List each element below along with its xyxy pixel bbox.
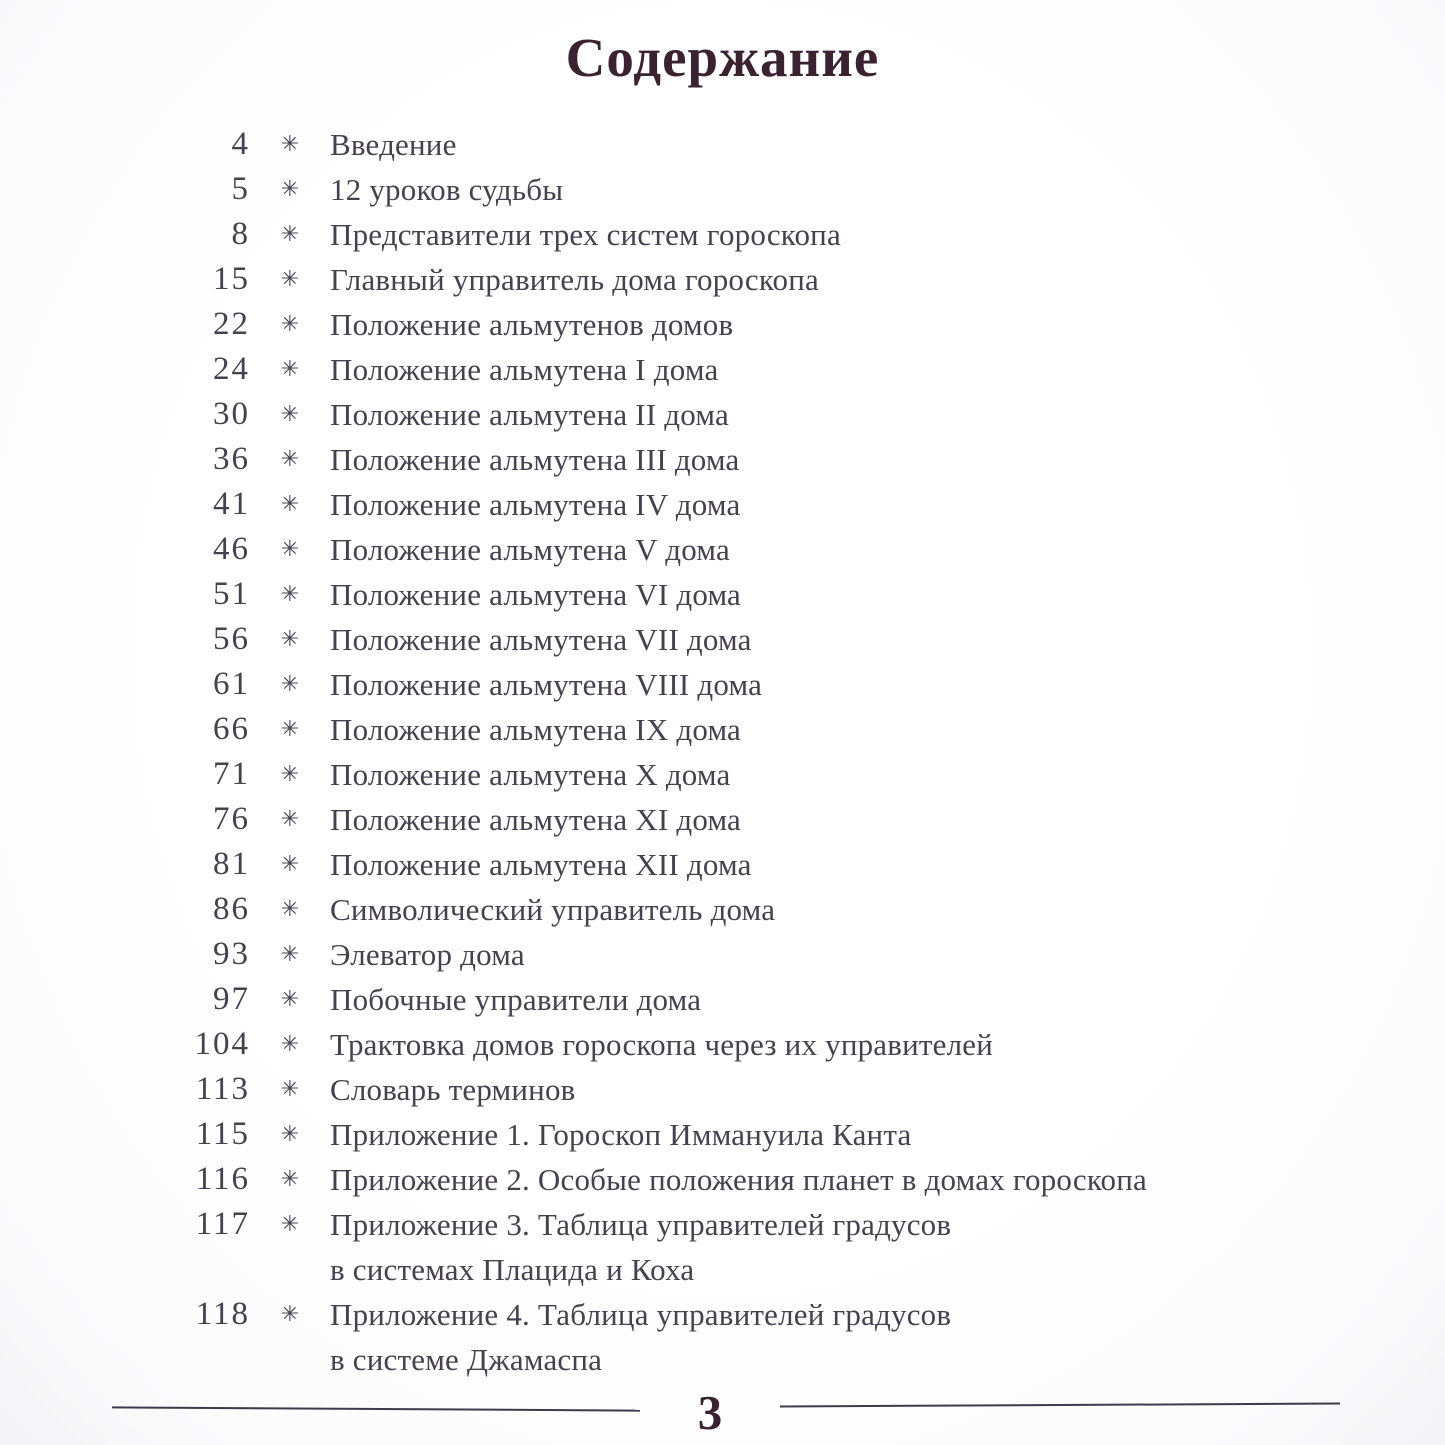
toc-page-number: 118 bbox=[195, 1296, 250, 1332]
asterisk-bullet-icon: ✳ bbox=[280, 447, 300, 472]
toc-entry-line: Положение альмутена I дома bbox=[330, 352, 719, 387]
asterisk-bullet-icon: ✳ bbox=[280, 1077, 300, 1102]
toc-row bbox=[0, 932, 1405, 977]
toc-entry-line: Символический управитель дома bbox=[330, 892, 776, 927]
toc-row bbox=[0, 1067, 1405, 1112]
toc-row bbox=[0, 1157, 1405, 1202]
asterisk-bullet-icon: ✳ bbox=[280, 1122, 300, 1147]
toc-page-number: 61 bbox=[213, 666, 250, 702]
toc-entry-line: Введение bbox=[330, 127, 457, 162]
toc-row bbox=[0, 617, 1405, 662]
toc-entry-title bbox=[330, 1022, 1405, 1067]
asterisk-bullet-icon: ✳ bbox=[280, 897, 300, 922]
toc-page-number: 81 bbox=[213, 846, 250, 882]
footer-left-rule bbox=[112, 1406, 640, 1411]
toc-entry-line: Положение альмутена VIII дома bbox=[330, 667, 763, 702]
toc-entry-line: в системе Джамаспа bbox=[330, 1342, 603, 1377]
toc-page-number: 113 bbox=[195, 1071, 250, 1107]
toc-page-number: 115 bbox=[195, 1116, 250, 1152]
asterisk-bullet-icon: ✳ bbox=[280, 672, 300, 697]
toc-entry-line: Положение альмутена XI дома bbox=[330, 802, 742, 837]
toc-page-number: 22 bbox=[213, 306, 250, 342]
toc-entry-title bbox=[330, 257, 1405, 302]
toc-page-number: 4 bbox=[231, 126, 250, 162]
toc-entry-line: Положение альмутена IV дома bbox=[330, 487, 741, 522]
toc-page-number: 46 bbox=[213, 531, 250, 567]
toc-page-number: 56 bbox=[213, 621, 250, 657]
asterisk-bullet-icon: ✳ bbox=[280, 537, 300, 562]
toc-entry-line: Приложение 2. Особые положения планет в домах гороскопа bbox=[330, 1162, 1147, 1197]
asterisk-bullet-icon: ✳ bbox=[280, 267, 300, 292]
page-title: Содержание bbox=[565, 27, 880, 88]
toc-page-number: 41 bbox=[213, 486, 250, 522]
asterisk-bullet-icon: ✳ bbox=[280, 1302, 300, 1327]
toc-page-number: 51 bbox=[213, 576, 250, 612]
toc-row bbox=[0, 527, 1405, 572]
toc-entry-line: Представители трех систем гороскопа bbox=[330, 217, 841, 252]
toc-entry-title bbox=[330, 932, 1405, 977]
toc-entry-title bbox=[330, 167, 1405, 212]
toc-entry-line: Положение альмутена V дома bbox=[330, 532, 730, 567]
toc-page-number: 117 bbox=[195, 1206, 250, 1242]
toc-page-number: 104 bbox=[194, 1026, 250, 1062]
toc-page-number: 97 bbox=[213, 981, 250, 1017]
toc-entry-line: Положение альмутена VI дома bbox=[330, 577, 742, 612]
toc-entry-title bbox=[330, 752, 1405, 797]
toc-entry-line: Положение альмутена VII дома bbox=[330, 622, 752, 657]
toc-row bbox=[0, 572, 1405, 617]
asterisk-bullet-icon: ✳ bbox=[280, 402, 300, 427]
page-number: 3 bbox=[697, 1385, 723, 1440]
toc-entry-line: Положение альмутена III дома bbox=[330, 442, 740, 477]
toc-entry-title bbox=[330, 1292, 1405, 1382]
toc-entry-title bbox=[330, 392, 1405, 437]
toc-entry-title bbox=[330, 977, 1405, 1022]
toc-row bbox=[0, 887, 1405, 932]
asterisk-bullet-icon: ✳ bbox=[280, 627, 300, 652]
toc-entry-title bbox=[330, 1067, 1405, 1112]
toc-page-number: 71 bbox=[213, 756, 250, 792]
toc-page-number: 24 bbox=[213, 351, 250, 387]
asterisk-bullet-icon: ✳ bbox=[280, 492, 300, 517]
toc-page-number: 86 bbox=[213, 891, 250, 927]
toc-row bbox=[0, 1292, 1405, 1382]
toc-entry-title bbox=[330, 662, 1405, 707]
toc-row bbox=[0, 122, 1405, 167]
toc-entry-title bbox=[330, 617, 1405, 662]
asterisk-bullet-icon: ✳ bbox=[280, 807, 300, 832]
toc-entry-title bbox=[330, 1157, 1405, 1202]
toc-row bbox=[0, 347, 1405, 392]
toc-entry-line: в системах Плацида и Коха bbox=[330, 1252, 695, 1287]
toc-entry-title bbox=[330, 1112, 1405, 1157]
toc-entry-line: Положение альмутена IX дома bbox=[330, 712, 742, 747]
toc-entry-line: Элеватор дома bbox=[330, 937, 525, 972]
toc-entry-line: Главный управитель дома гороскопа bbox=[330, 262, 819, 297]
toc-entry-line: Побочные управители дома bbox=[330, 982, 702, 1017]
toc-entry-title bbox=[330, 887, 1405, 932]
toc-entry-line: Положение альмутена X дома bbox=[330, 757, 731, 792]
asterisk-bullet-icon: ✳ bbox=[280, 1032, 300, 1057]
toc-row bbox=[0, 662, 1405, 707]
toc-entry-line: Приложение 4. Таблица управителей градусов bbox=[330, 1297, 952, 1332]
toc-row bbox=[0, 482, 1405, 527]
toc-entry-title bbox=[330, 347, 1405, 392]
toc-row bbox=[0, 302, 1405, 347]
toc-row bbox=[0, 212, 1405, 257]
toc-page-number: 93 bbox=[213, 936, 250, 972]
toc-row bbox=[0, 392, 1405, 437]
toc-row bbox=[0, 797, 1405, 842]
toc-row bbox=[0, 752, 1405, 797]
toc-page-number: 8 bbox=[231, 216, 250, 252]
asterisk-bullet-icon: ✳ bbox=[280, 717, 300, 742]
asterisk-bullet-icon: ✳ bbox=[280, 222, 300, 247]
asterisk-bullet-icon: ✳ bbox=[280, 312, 300, 337]
toc-row bbox=[0, 257, 1405, 302]
toc-entry-title bbox=[330, 302, 1405, 347]
toc-entry-title bbox=[330, 707, 1405, 752]
toc-page-number: 5 bbox=[231, 171, 250, 207]
asterisk-bullet-icon: ✳ bbox=[280, 987, 300, 1012]
toc-row bbox=[0, 1022, 1405, 1067]
toc-row bbox=[0, 842, 1405, 887]
toc-page-number: 76 bbox=[213, 801, 250, 837]
asterisk-bullet-icon: ✳ bbox=[280, 582, 300, 607]
toc-page-number: 116 bbox=[195, 1161, 250, 1197]
asterisk-bullet-icon: ✳ bbox=[280, 942, 300, 967]
toc-row bbox=[0, 167, 1405, 212]
toc-entry-line: 12 уроков судьбы bbox=[330, 172, 564, 207]
asterisk-bullet-icon: ✳ bbox=[280, 357, 300, 382]
toc-entry-title bbox=[330, 527, 1405, 572]
toc-page-number: 36 bbox=[213, 441, 250, 477]
toc-entry-line: Приложение 1. Гороскоп Иммануила Канта bbox=[330, 1117, 912, 1152]
toc-entry-line: Трактовка домов гороскопа через их управителей bbox=[330, 1027, 994, 1062]
asterisk-bullet-icon: ✳ bbox=[280, 1212, 300, 1237]
toc-row bbox=[0, 437, 1405, 482]
toc-row bbox=[0, 707, 1405, 752]
toc-entry-line: Словарь терминов bbox=[330, 1072, 576, 1107]
toc-entry-title bbox=[330, 1202, 1405, 1292]
toc-entry-title bbox=[330, 482, 1405, 527]
toc-row bbox=[0, 977, 1405, 1022]
toc-entry-title bbox=[330, 122, 1405, 167]
toc-page-number: 30 bbox=[213, 396, 250, 432]
toc-entry-line: Приложение 3. Таблица управителей градусов bbox=[330, 1207, 952, 1242]
toc-entry-line: Положение альмутена XII дома bbox=[330, 847, 752, 882]
footer-right-rule bbox=[780, 1403, 1340, 1408]
asterisk-bullet-icon: ✳ bbox=[280, 762, 300, 787]
toc-entry-title bbox=[330, 797, 1405, 842]
toc-list bbox=[0, 122, 1405, 1382]
asterisk-bullet-icon: ✳ bbox=[280, 132, 300, 157]
toc-entry-title bbox=[330, 572, 1405, 617]
asterisk-bullet-icon: ✳ bbox=[280, 1167, 300, 1192]
toc-page-number: 15 bbox=[213, 261, 250, 297]
toc-entry-title bbox=[330, 212, 1405, 257]
asterisk-bullet-icon: ✳ bbox=[280, 177, 300, 202]
toc-row bbox=[0, 1202, 1405, 1292]
toc-entry-line: Положение альмутена II дома bbox=[330, 397, 729, 432]
toc-page-number: 66 bbox=[213, 711, 250, 747]
asterisk-bullet-icon: ✳ bbox=[280, 852, 300, 877]
toc-row bbox=[0, 1112, 1405, 1157]
toc-entry-line: Положение альмутенов домов bbox=[330, 307, 734, 342]
toc-entry-title bbox=[330, 842, 1405, 887]
toc-entry-title bbox=[330, 437, 1405, 482]
